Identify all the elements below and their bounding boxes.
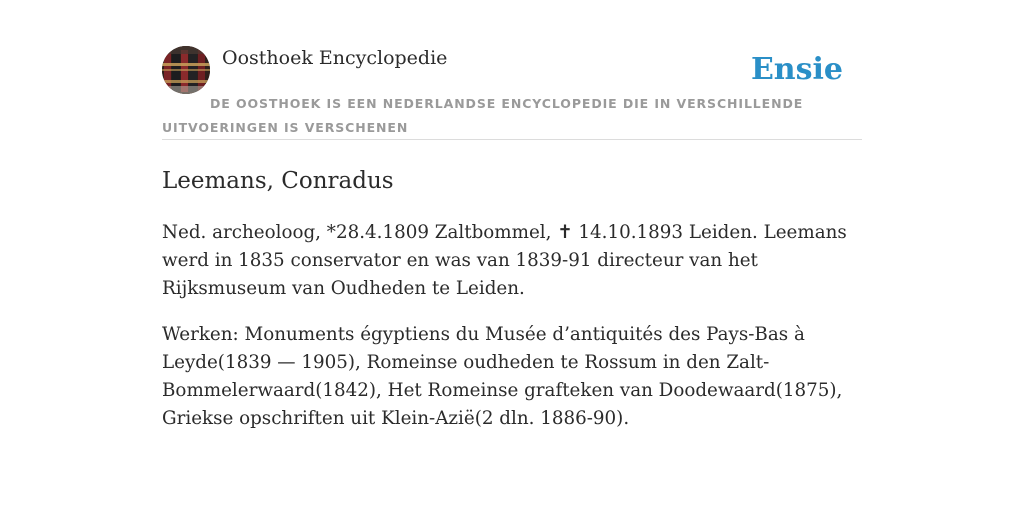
article-title: Leemans, Conradus [162,168,394,194]
page [162,46,862,433]
article-paragraph: Ned. archeoloog, *28.4.1809 Zaltbommel, ✝ 14.10.1893 Leiden. Leemans werd in 1835 conservator en was van 1839-91 directeur van het Rijksmuseum van Oudheden te Leiden. [162,222,847,299]
site-name-link[interactable]: Oosthoek Encyclopedie [222,47,448,69]
site-tagline: DE OOSTHOEK IS EEN NEDERLANDSE ENCYCLOPEDIE DIE IN VERSCHILLENDE UITVOERINGEN IS VERSCHENEN [162,96,804,135]
brand-logo[interactable]: Ensie [750,52,843,87]
article-paragraph: Werken: Monuments égyptiens du Musée d’antiquités des Pays-Bas à Leyde(1839 — 1905), Romeinse oudheden te Rossum in den Zalt-Bommelerwaard(1842), Het Romeinse grafteken van Doodewaard(1875), Griekse opschriften uit Klein-Azië(2 dln. 1886-90). [162,324,843,429]
book-spines-avatar-icon[interactable] [162,46,210,94]
site-header [162,46,862,140]
